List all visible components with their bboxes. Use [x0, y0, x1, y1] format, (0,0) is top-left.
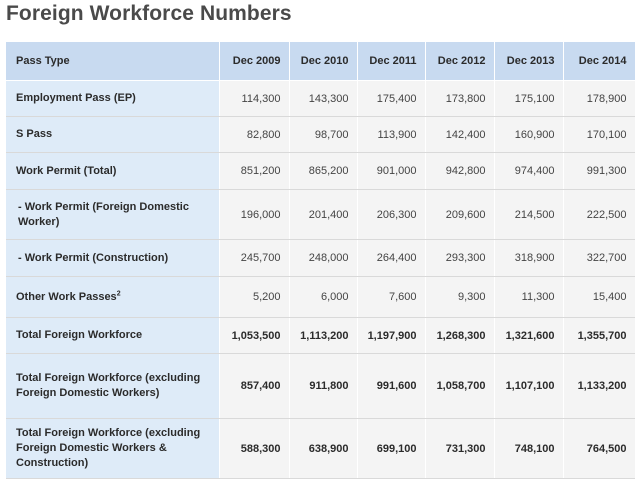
cell-value: 143,300 — [289, 81, 357, 117]
table-row — [6, 240, 635, 277]
cell-value: 1,321,600 — [494, 318, 563, 354]
row-label: S Pass — [6, 117, 219, 153]
cell-value: 974,400 — [494, 153, 563, 190]
cell-value: 222,500 — [563, 190, 635, 240]
cell-value: 245,700 — [219, 240, 289, 277]
cell-value: 142,400 — [425, 117, 494, 153]
cell-value: 748,100 — [494, 419, 563, 479]
cell-value: 7,600 — [357, 277, 425, 318]
table-header-row — [6, 42, 635, 81]
cell-value: 1,355,700 — [563, 318, 635, 354]
row-label: Work Permit (Total) — [6, 153, 219, 190]
cell-value: 851,200 — [219, 153, 289, 190]
cell-value: 209,600 — [425, 190, 494, 240]
table-row — [6, 419, 635, 479]
row-label: Total Foreign Workforce (excluding Foreign Domestic Workers & Construction) — [6, 419, 219, 479]
cell-value: 15,400 — [563, 277, 635, 318]
cell-value: 160,900 — [494, 117, 563, 153]
header-dec-2010: Dec 2010 — [289, 42, 357, 81]
cell-value: 731,300 — [425, 419, 494, 479]
cell-value: 1,058,700 — [425, 354, 494, 419]
header-dec-2011: Dec 2011 — [357, 42, 425, 81]
cell-value: 214,500 — [494, 190, 563, 240]
table-row — [6, 81, 635, 117]
row-label: Total Foreign Workforce (excluding Foreign Domestic Workers) — [6, 354, 219, 419]
cell-value: 264,400 — [357, 240, 425, 277]
cell-value: 857,400 — [219, 354, 289, 419]
header-dec-2012: Dec 2012 — [425, 42, 494, 81]
table-row — [6, 153, 635, 190]
cell-value: 588,300 — [219, 419, 289, 479]
cell-value: 1,107,100 — [494, 354, 563, 419]
header-dec-2013: Dec 2013 — [494, 42, 563, 81]
cell-value: 764,500 — [563, 419, 635, 479]
row-label-text: Other Work Passes — [16, 290, 117, 303]
table-row — [6, 354, 635, 419]
cell-value: 82,800 — [219, 117, 289, 153]
cell-value: 865,200 — [289, 153, 357, 190]
cell-value: 11,300 — [494, 277, 563, 318]
cell-value: 206,300 — [357, 190, 425, 240]
footnote-marker: 2 — [116, 289, 121, 297]
page-title: Foreign Workforce Numbers — [6, 2, 292, 25]
cell-value: 170,100 — [563, 117, 635, 153]
row-label: Total Foreign Workforce — [6, 318, 219, 354]
cell-value: 175,400 — [357, 81, 425, 117]
cell-value: 173,800 — [425, 81, 494, 117]
table-row — [6, 117, 635, 153]
cell-value: 114,300 — [219, 81, 289, 117]
cell-value: 5,200 — [219, 277, 289, 318]
cell-value: 98,700 — [289, 117, 357, 153]
cell-value: 638,900 — [289, 419, 357, 479]
cell-value: 1,268,300 — [425, 318, 494, 354]
row-label: - Work Permit (Foreign Domestic Worker) — [6, 190, 219, 240]
cell-value: 196,000 — [219, 190, 289, 240]
row-label: Employment Pass (EP) — [6, 81, 219, 117]
cell-value: 901,000 — [357, 153, 425, 190]
header-pass-type: Pass Type — [6, 42, 219, 81]
cell-value: 1,133,200 — [563, 354, 635, 419]
table-row — [6, 318, 635, 354]
header-dec-2014: Dec 2014 — [563, 42, 635, 81]
cell-value: 991,600 — [357, 354, 425, 419]
cell-value: 9,300 — [425, 277, 494, 318]
table-row — [6, 277, 635, 318]
cell-value: 113,900 — [357, 117, 425, 153]
foreign-workforce-table — [6, 42, 635, 479]
cell-value: 178,900 — [563, 81, 635, 117]
row-label — [6, 277, 219, 318]
cell-value: 175,100 — [494, 81, 563, 117]
cell-value: 1,113,200 — [289, 318, 357, 354]
row-label: - Work Permit (Construction) — [6, 240, 219, 277]
cell-value: 318,900 — [494, 240, 563, 277]
cell-value: 699,100 — [357, 419, 425, 479]
cell-value: 248,000 — [289, 240, 357, 277]
cell-value: 1,197,900 — [357, 318, 425, 354]
table-row — [6, 190, 635, 240]
cell-value: 991,300 — [563, 153, 635, 190]
cell-value: 293,300 — [425, 240, 494, 277]
cell-value: 942,800 — [425, 153, 494, 190]
cell-value: 6,000 — [289, 277, 357, 318]
header-dec-2009: Dec 2009 — [219, 42, 289, 81]
cell-value: 1,053,500 — [219, 318, 289, 354]
cell-value: 911,800 — [289, 354, 357, 419]
cell-value: 322,700 — [563, 240, 635, 277]
cell-value: 201,400 — [289, 190, 357, 240]
